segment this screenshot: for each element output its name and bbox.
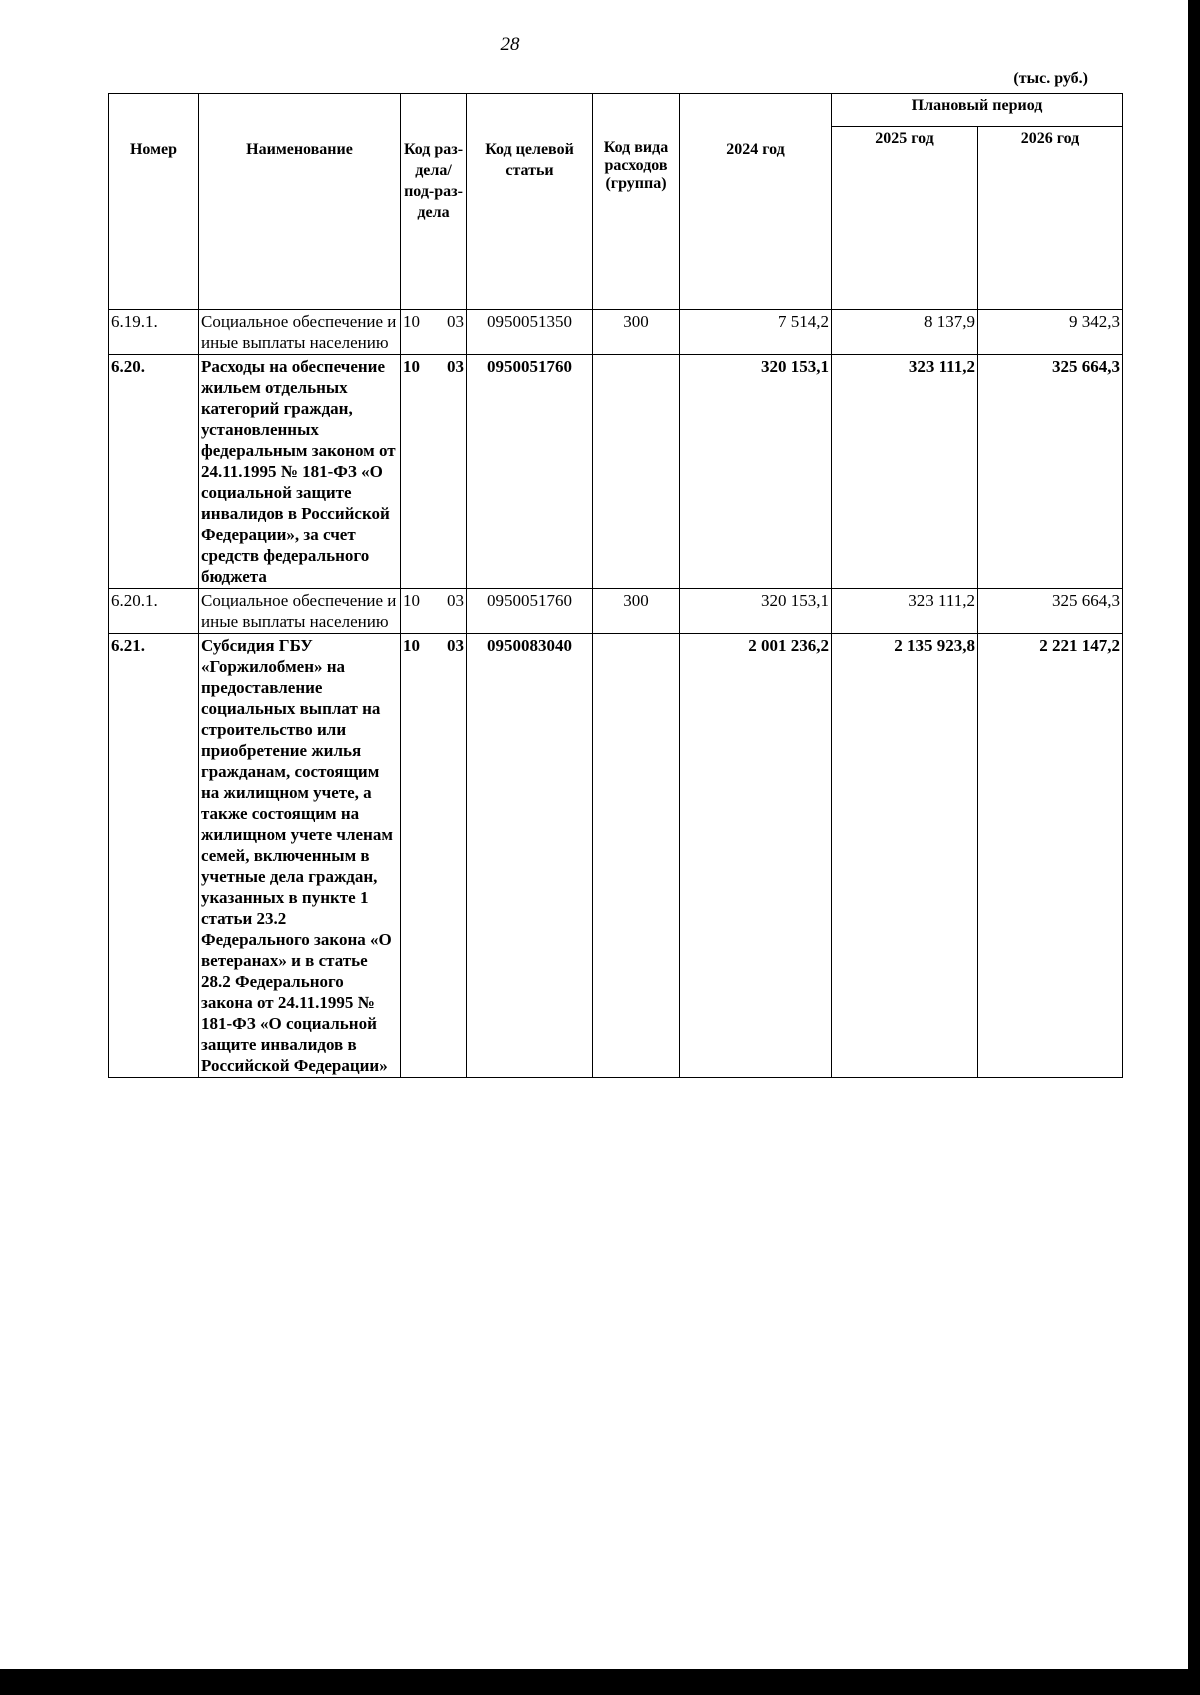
row-2024: 7 514,2: [680, 310, 832, 355]
header-number: Номер: [109, 94, 199, 310]
header-razdel: Код раз-дела/ под-раз-дела: [401, 94, 467, 310]
row-razdel-cell: [401, 634, 467, 1078]
row-2025: 323 111,2: [832, 355, 978, 589]
header-name: Наименование: [199, 94, 401, 310]
row-vid: 300: [593, 310, 680, 355]
row-razdel: 10: [403, 312, 420, 331]
row-2025: 323 111,2: [832, 589, 978, 634]
table-row: [109, 310, 1123, 355]
row-podrazdel: 03: [447, 312, 464, 331]
row-2024: 320 153,1: [680, 355, 832, 589]
row-target: 0950051350: [467, 310, 593, 355]
page-number: 28: [500, 34, 520, 55]
row-2026: 9 342,3: [978, 310, 1123, 355]
row-razdel: 10: [403, 636, 420, 655]
row-number: 6.19.1.: [109, 310, 199, 355]
header-year-2025: 2025 год: [832, 127, 978, 310]
table-row: [109, 634, 1123, 1078]
row-podrazdel: 03: [447, 636, 464, 655]
row-target: 0950051760: [467, 589, 593, 634]
row-podrazdel: 03: [447, 591, 464, 610]
row-number: 6.20.1.: [109, 589, 199, 634]
row-2026: 325 664,3: [978, 589, 1123, 634]
header-vid: Код вида расходов (группа): [593, 94, 680, 310]
row-number: 6.21.: [109, 634, 199, 1078]
row-vid: [593, 634, 680, 1078]
row-target: 0950083040: [467, 634, 593, 1078]
row-podrazdel: 03: [447, 357, 464, 376]
row-2026: 325 664,3: [978, 355, 1123, 589]
row-2024: 320 153,1: [680, 589, 832, 634]
table-row: [109, 355, 1123, 589]
units-label: (тыс. руб.): [1013, 70, 1088, 87]
row-vid: 300: [593, 589, 680, 634]
row-2026: 2 221 147,2: [978, 634, 1123, 1078]
row-name: Социальное обеспечение и иные выплаты населению: [199, 310, 401, 355]
row-razdel: 10: [403, 357, 420, 376]
row-name: Социальное обеспечение и иные выплаты населению: [199, 589, 401, 634]
row-vid: [593, 355, 680, 589]
table-row: [109, 589, 1123, 634]
row-2025: 2 135 923,8: [832, 634, 978, 1078]
row-razdel-cell: [401, 310, 467, 355]
row-razdel-cell: [401, 589, 467, 634]
row-name: Субсидия ГБУ «Горжилобмен» на предоставление социальных выплат на строительство или приобретение жилья гражданам, состоящим на жилищном учете, а также состоящим на жилищном учете членам семей, включенным в учетные дела граждан, указанных в пункте 1 статьи 23.2 Федерального закона «О ветеранах» и в статье 28.2 Федерального закона от 24.11.1995 № 181-ФЗ «О социальной защите инвалидов в Российской Федерации»: [199, 634, 401, 1078]
scan-edge-bottom: [0, 1669, 1200, 1695]
row-razdel: 10: [403, 591, 420, 610]
row-target: 0950051760: [467, 355, 593, 589]
header-target: Код целевой статьи: [467, 94, 593, 310]
budget-table: [108, 93, 1123, 1078]
header-year-2024: 2024 год: [680, 94, 832, 310]
header-year-2026: 2026 год: [978, 127, 1123, 310]
row-number: 6.20.: [109, 355, 199, 589]
header-planned-period: Плановый период: [832, 94, 1123, 127]
row-2025: 8 137,9: [832, 310, 978, 355]
row-2024: 2 001 236,2: [680, 634, 832, 1078]
row-name: Расходы на обеспечение жильем отдельных категорий граждан, установленных федеральным законом от 24.11.1995 № 181-ФЗ «О социальной защите инвалидов в Российской Федерации», за счет средств федерального бюджета: [199, 355, 401, 589]
row-razdel-cell: [401, 355, 467, 589]
scan-edge-right: [1188, 0, 1200, 1695]
